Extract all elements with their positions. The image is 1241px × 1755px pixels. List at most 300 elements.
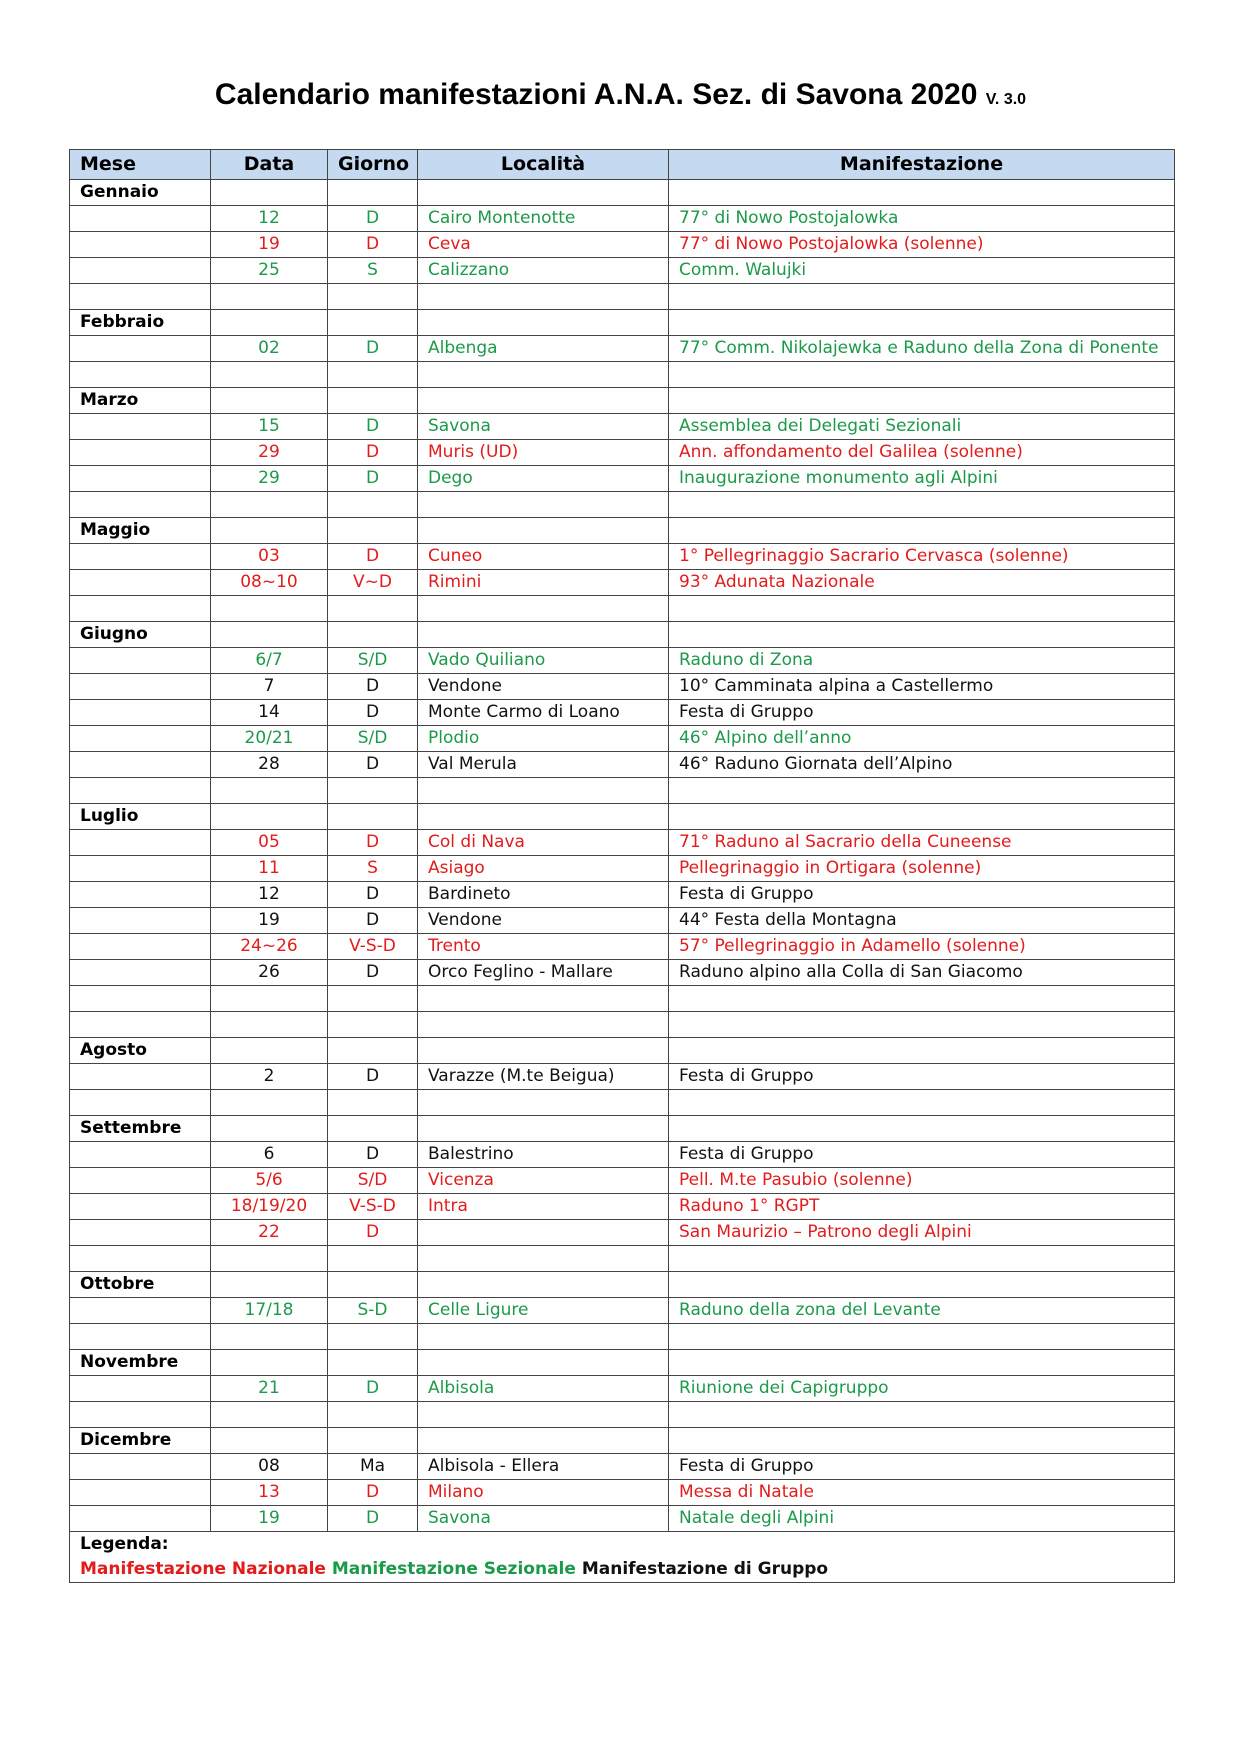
mese-cell xyxy=(70,882,211,908)
giorno-cell: S/D xyxy=(328,648,418,674)
manifestazione-cell: Festa di Gruppo xyxy=(669,882,1175,908)
empty-cell xyxy=(418,1272,669,1298)
giorno-cell: D xyxy=(328,882,418,908)
empty-cell xyxy=(669,778,1175,804)
data-cell: 19 xyxy=(211,232,328,258)
month-label: Gennaio xyxy=(70,180,211,206)
giorno-cell: D xyxy=(328,336,418,362)
localita-cell: Calizzano xyxy=(418,258,669,284)
event-row xyxy=(70,856,1175,882)
giorno-cell: V~D xyxy=(328,570,418,596)
mese-cell xyxy=(70,648,211,674)
spacer-row xyxy=(70,596,1175,622)
empty-cell xyxy=(328,388,418,414)
event-row xyxy=(70,466,1175,492)
localita-cell: Varazze (M.te Beigua) xyxy=(418,1064,669,1090)
localita-cell: Savona xyxy=(418,1506,669,1532)
empty-cell xyxy=(669,1246,1175,1272)
empty-cell xyxy=(669,622,1175,648)
empty-cell xyxy=(669,518,1175,544)
manifestazione-cell: San Maurizio – Patrono degli Alpini xyxy=(669,1220,1175,1246)
manifestazione-cell: Pell. M.te Pasubio (solenne) xyxy=(669,1168,1175,1194)
month-row xyxy=(70,1116,1175,1142)
empty-cell xyxy=(211,310,328,336)
empty-cell xyxy=(211,1402,328,1428)
empty-cell xyxy=(418,284,669,310)
empty-cell xyxy=(418,596,669,622)
empty-cell xyxy=(669,284,1175,310)
empty-cell xyxy=(418,310,669,336)
month-row xyxy=(70,518,1175,544)
spacer-row xyxy=(70,362,1175,388)
mese-cell xyxy=(70,752,211,778)
page-title xyxy=(0,78,1241,112)
event-row xyxy=(70,726,1175,752)
giorno-cell: D xyxy=(328,414,418,440)
data-cell: 20/21 xyxy=(211,726,328,752)
event-row xyxy=(70,934,1175,960)
data-cell: 08 xyxy=(211,1454,328,1480)
event-row xyxy=(70,700,1175,726)
empty-cell xyxy=(669,1272,1175,1298)
empty-cell xyxy=(418,1038,669,1064)
manifestazione-cell: 44° Festa della Montagna xyxy=(669,908,1175,934)
localita-cell: Cairo Montenotte xyxy=(418,206,669,232)
manifestazione-cell: 46° Raduno Giornata dell’Alpino xyxy=(669,752,1175,778)
localita-cell: Celle Ligure xyxy=(418,1298,669,1324)
empty-cell xyxy=(211,1324,328,1350)
legend-row xyxy=(70,1532,1175,1583)
event-row xyxy=(70,1506,1175,1532)
empty-cell xyxy=(328,1272,418,1298)
empty-cell xyxy=(328,1012,418,1038)
event-row xyxy=(70,258,1175,284)
giorno-cell: D xyxy=(328,830,418,856)
month-label: Luglio xyxy=(70,804,211,830)
mese-cell xyxy=(70,674,211,700)
empty-cell xyxy=(418,1350,669,1376)
event-row xyxy=(70,1194,1175,1220)
giorno-cell: V-S-D xyxy=(328,934,418,960)
manifestazione-cell: 77° Comm. Nikolajewka e Raduno della Zona di Ponente xyxy=(669,336,1175,362)
month-row xyxy=(70,1350,1175,1376)
localita-cell: Orco Feglino - Mallare xyxy=(418,960,669,986)
event-row xyxy=(70,336,1175,362)
data-cell: 21 xyxy=(211,1376,328,1402)
giorno-cell: D xyxy=(328,1506,418,1532)
empty-cell xyxy=(418,388,669,414)
data-cell: 6 xyxy=(211,1142,328,1168)
mese-cell xyxy=(70,1376,211,1402)
event-row xyxy=(70,882,1175,908)
mese-cell xyxy=(70,232,211,258)
empty-cell xyxy=(669,1090,1175,1116)
giorno-cell: Ma xyxy=(328,1454,418,1480)
empty-cell xyxy=(211,492,328,518)
spacer-row xyxy=(70,778,1175,804)
empty-cell xyxy=(70,1012,211,1038)
giorno-cell: D xyxy=(328,206,418,232)
manifestazione-cell: Festa di Gruppo xyxy=(669,1142,1175,1168)
manifestazione-cell: 1° Pellegrinaggio Sacrario Cervasca (solenne) xyxy=(669,544,1175,570)
localita-cell: Plodio xyxy=(418,726,669,752)
month-row xyxy=(70,1428,1175,1454)
mese-cell xyxy=(70,960,211,986)
event-row xyxy=(70,1142,1175,1168)
empty-cell xyxy=(211,180,328,206)
mese-cell xyxy=(70,1064,211,1090)
manifestazione-cell: Festa di Gruppo xyxy=(669,1064,1175,1090)
empty-cell xyxy=(328,310,418,336)
spacer-row xyxy=(70,986,1175,1012)
mese-cell xyxy=(70,1454,211,1480)
empty-cell xyxy=(328,1402,418,1428)
data-cell: 02 xyxy=(211,336,328,362)
giorno-cell: S/D xyxy=(328,726,418,752)
localita-cell: Milano xyxy=(418,1480,669,1506)
manifestazione-cell: Riunione dei Capigruppo xyxy=(669,1376,1175,1402)
empty-cell xyxy=(328,362,418,388)
month-row xyxy=(70,622,1175,648)
month-label: Febbraio xyxy=(70,310,211,336)
empty-cell xyxy=(211,622,328,648)
giorno-cell: D xyxy=(328,440,418,466)
mese-cell xyxy=(70,934,211,960)
empty-cell xyxy=(418,778,669,804)
manifestazione-cell: Raduno della zona del Levante xyxy=(669,1298,1175,1324)
legend-sezionale: Manifestazione Sezionale xyxy=(331,1559,576,1579)
month-label: Ottobre xyxy=(70,1272,211,1298)
data-cell: 19 xyxy=(211,908,328,934)
empty-cell xyxy=(328,986,418,1012)
localita-cell: Albisola - Ellera xyxy=(418,1454,669,1480)
empty-cell xyxy=(70,1246,211,1272)
empty-cell xyxy=(669,986,1175,1012)
data-cell: 29 xyxy=(211,466,328,492)
manifestazione-cell: Natale degli Alpini xyxy=(669,1506,1175,1532)
empty-cell xyxy=(418,362,669,388)
mese-cell xyxy=(70,466,211,492)
empty-cell xyxy=(669,1038,1175,1064)
localita-cell: Asiago xyxy=(418,856,669,882)
month-label: Maggio xyxy=(70,518,211,544)
event-row xyxy=(70,1064,1175,1090)
header-row xyxy=(70,150,1175,180)
manifestazione-cell: Messa di Natale xyxy=(669,1480,1175,1506)
localita-cell: Ceva xyxy=(418,232,669,258)
empty-cell xyxy=(418,518,669,544)
empty-cell xyxy=(211,284,328,310)
data-cell: 12 xyxy=(211,882,328,908)
giorno-cell: D xyxy=(328,1480,418,1506)
month-row xyxy=(70,804,1175,830)
empty-cell xyxy=(669,804,1175,830)
empty-cell xyxy=(418,1116,669,1142)
manifestazione-cell: Festa di Gruppo xyxy=(669,1454,1175,1480)
empty-cell xyxy=(669,1012,1175,1038)
giorno-cell: D xyxy=(328,1064,418,1090)
manifestazione-cell: 10° Camminata alpina a Castellermo xyxy=(669,674,1175,700)
localita-cell: Albisola xyxy=(418,1376,669,1402)
empty-cell xyxy=(211,778,328,804)
manifestazione-cell: Pellegrinaggio in Ortigara (solenne) xyxy=(669,856,1175,882)
spacer-row xyxy=(70,492,1175,518)
mese-cell xyxy=(70,440,211,466)
data-cell: 6/7 xyxy=(211,648,328,674)
month-label: Novembre xyxy=(70,1350,211,1376)
manifestazione-cell: Ann. affondamento del Galilea (solenne) xyxy=(669,440,1175,466)
event-row xyxy=(70,1480,1175,1506)
localita-cell: Dego xyxy=(418,466,669,492)
empty-cell xyxy=(70,986,211,1012)
empty-cell xyxy=(669,1324,1175,1350)
mese-cell xyxy=(70,544,211,570)
data-cell: 7 xyxy=(211,674,328,700)
header-localita: Località xyxy=(418,150,669,180)
manifestazione-cell: Raduno alpino alla Colla di San Giacomo xyxy=(669,960,1175,986)
manifestazione-cell: Raduno 1° RGPT xyxy=(669,1194,1175,1220)
empty-cell xyxy=(70,1090,211,1116)
mese-cell xyxy=(70,206,211,232)
empty-cell xyxy=(328,1038,418,1064)
localita-cell: Rimini xyxy=(418,570,669,596)
month-label: Settembre xyxy=(70,1116,211,1142)
localita-cell: Col di Nava xyxy=(418,830,669,856)
localita-cell: Intra xyxy=(418,1194,669,1220)
event-row xyxy=(70,570,1175,596)
data-cell: 08~10 xyxy=(211,570,328,596)
empty-cell xyxy=(669,492,1175,518)
data-cell: 14 xyxy=(211,700,328,726)
event-row xyxy=(70,440,1175,466)
title-text: Calendario manifestazioni A.N.A. Sez. di Savona 2020 xyxy=(214,78,978,111)
localita-cell: Albenga xyxy=(418,336,669,362)
calendar-table xyxy=(69,149,1175,1583)
data-cell: 28 xyxy=(211,752,328,778)
empty-cell xyxy=(418,492,669,518)
mese-cell xyxy=(70,1480,211,1506)
empty-cell xyxy=(418,986,669,1012)
empty-cell xyxy=(328,596,418,622)
version-label: V. 3.0 xyxy=(985,91,1027,108)
manifestazione-cell: 77° di Nowo Postojalowka (solenne) xyxy=(669,232,1175,258)
giorno-cell: V-S-D xyxy=(328,1194,418,1220)
empty-cell xyxy=(418,622,669,648)
legend xyxy=(70,1532,1175,1583)
mese-cell xyxy=(70,830,211,856)
manifestazione-cell: 77° di Nowo Postojalowka xyxy=(669,206,1175,232)
localita-cell: Vicenza xyxy=(418,1168,669,1194)
empty-cell xyxy=(211,1272,328,1298)
data-cell: 29 xyxy=(211,440,328,466)
event-row xyxy=(70,232,1175,258)
calendar-body xyxy=(70,180,1175,1532)
event-row xyxy=(70,830,1175,856)
manifestazione-cell: Raduno di Zona xyxy=(669,648,1175,674)
mese-cell xyxy=(70,856,211,882)
data-cell: 12 xyxy=(211,206,328,232)
event-row xyxy=(70,414,1175,440)
empty-cell xyxy=(211,1246,328,1272)
empty-cell xyxy=(328,1090,418,1116)
data-cell: 03 xyxy=(211,544,328,570)
month-row xyxy=(70,180,1175,206)
data-cell: 18/19/20 xyxy=(211,1194,328,1220)
mese-cell xyxy=(70,336,211,362)
mese-cell xyxy=(70,1298,211,1324)
giorno-cell: D xyxy=(328,1220,418,1246)
empty-cell xyxy=(211,1116,328,1142)
empty-cell xyxy=(669,1428,1175,1454)
empty-cell xyxy=(70,778,211,804)
localita-cell: Vado Quiliano xyxy=(418,648,669,674)
empty-cell xyxy=(211,388,328,414)
event-row xyxy=(70,1220,1175,1246)
empty-cell xyxy=(211,986,328,1012)
empty-cell xyxy=(70,596,211,622)
empty-cell xyxy=(211,1090,328,1116)
event-row xyxy=(70,1454,1175,1480)
manifestazione-cell: Inaugurazione monumento agli Alpini xyxy=(669,466,1175,492)
empty-cell xyxy=(328,1428,418,1454)
event-row xyxy=(70,960,1175,986)
month-label: Agosto xyxy=(70,1038,211,1064)
empty-cell xyxy=(328,284,418,310)
spacer-row xyxy=(70,1090,1175,1116)
empty-cell xyxy=(418,1402,669,1428)
mese-cell xyxy=(70,1220,211,1246)
empty-cell xyxy=(70,284,211,310)
header-giorno: Giorno xyxy=(328,150,418,180)
localita-cell: Vendone xyxy=(418,674,669,700)
data-cell: 13 xyxy=(211,1480,328,1506)
event-row xyxy=(70,206,1175,232)
data-cell: 11 xyxy=(211,856,328,882)
empty-cell xyxy=(328,1116,418,1142)
spacer-row xyxy=(70,1402,1175,1428)
giorno-cell: D xyxy=(328,960,418,986)
mese-cell xyxy=(70,1506,211,1532)
giorno-cell: S-D xyxy=(328,1298,418,1324)
mese-cell xyxy=(70,1194,211,1220)
header-manifestazione: Manifestazione xyxy=(669,150,1175,180)
giorno-cell: D xyxy=(328,466,418,492)
mese-cell xyxy=(70,414,211,440)
empty-cell xyxy=(211,1038,328,1064)
mese-cell xyxy=(70,908,211,934)
empty-cell xyxy=(211,1012,328,1038)
data-cell: 22 xyxy=(211,1220,328,1246)
month-row xyxy=(70,388,1175,414)
data-cell: 2 xyxy=(211,1064,328,1090)
giorno-cell: D xyxy=(328,1376,418,1402)
empty-cell xyxy=(211,1428,328,1454)
manifestazione-cell: 57° Pellegrinaggio in Adamello (solenne) xyxy=(669,934,1175,960)
month-label: Dicembre xyxy=(70,1428,211,1454)
manifestazione-cell: Assemblea dei Delegati Sezionali xyxy=(669,414,1175,440)
empty-cell xyxy=(211,518,328,544)
mese-cell xyxy=(70,726,211,752)
empty-cell xyxy=(70,362,211,388)
data-cell: 25 xyxy=(211,258,328,284)
empty-cell xyxy=(418,1012,669,1038)
legend-label: Legenda: xyxy=(80,1534,169,1554)
data-cell: 5/6 xyxy=(211,1168,328,1194)
localita-cell: Vendone xyxy=(418,908,669,934)
month-row xyxy=(70,1272,1175,1298)
mese-cell xyxy=(70,570,211,596)
empty-cell xyxy=(211,804,328,830)
data-cell: 26 xyxy=(211,960,328,986)
empty-cell xyxy=(70,1324,211,1350)
empty-cell xyxy=(669,310,1175,336)
empty-cell xyxy=(669,362,1175,388)
manifestazione-cell: 93° Adunata Nazionale xyxy=(669,570,1175,596)
spacer-row xyxy=(70,1012,1175,1038)
empty-cell xyxy=(328,622,418,648)
giorno-cell: S xyxy=(328,258,418,284)
empty-cell xyxy=(328,1246,418,1272)
spacer-row xyxy=(70,1246,1175,1272)
localita-cell: Trento xyxy=(418,934,669,960)
giorno-cell: D xyxy=(328,674,418,700)
empty-cell xyxy=(418,1428,669,1454)
empty-cell xyxy=(669,1402,1175,1428)
empty-cell xyxy=(669,1116,1175,1142)
empty-cell xyxy=(418,804,669,830)
giorno-cell: D xyxy=(328,752,418,778)
spacer-row xyxy=(70,1324,1175,1350)
data-cell: 17/18 xyxy=(211,1298,328,1324)
giorno-cell: S/D xyxy=(328,1168,418,1194)
header-data: Data xyxy=(211,150,328,180)
mese-cell xyxy=(70,1168,211,1194)
event-row xyxy=(70,1376,1175,1402)
localita-cell: Cuneo xyxy=(418,544,669,570)
localita-cell: Balestrino xyxy=(418,1142,669,1168)
data-cell: 15 xyxy=(211,414,328,440)
giorno-cell: D xyxy=(328,544,418,570)
empty-cell xyxy=(328,492,418,518)
empty-cell xyxy=(328,1350,418,1376)
event-row xyxy=(70,752,1175,778)
event-row xyxy=(70,674,1175,700)
localita-cell: Monte Carmo di Loano xyxy=(418,700,669,726)
month-label: Marzo xyxy=(70,388,211,414)
empty-cell xyxy=(418,1246,669,1272)
empty-cell xyxy=(328,1324,418,1350)
legend-gruppo: Manifestazione di Gruppo xyxy=(581,1559,829,1579)
event-row xyxy=(70,1298,1175,1324)
localita-cell: Muris (UD) xyxy=(418,440,669,466)
empty-cell xyxy=(211,596,328,622)
mese-cell xyxy=(70,258,211,284)
mese-cell xyxy=(70,700,211,726)
event-row xyxy=(70,1168,1175,1194)
empty-cell xyxy=(328,778,418,804)
empty-cell xyxy=(70,492,211,518)
localita-cell: Bardineto xyxy=(418,882,669,908)
manifestazione-cell: 46° Alpino dell’anno xyxy=(669,726,1175,752)
event-row xyxy=(70,648,1175,674)
giorno-cell: D xyxy=(328,908,418,934)
empty-cell xyxy=(211,1350,328,1376)
spacer-row xyxy=(70,284,1175,310)
month-row xyxy=(70,1038,1175,1064)
empty-cell xyxy=(669,1350,1175,1376)
empty-cell xyxy=(669,180,1175,206)
empty-cell xyxy=(669,388,1175,414)
